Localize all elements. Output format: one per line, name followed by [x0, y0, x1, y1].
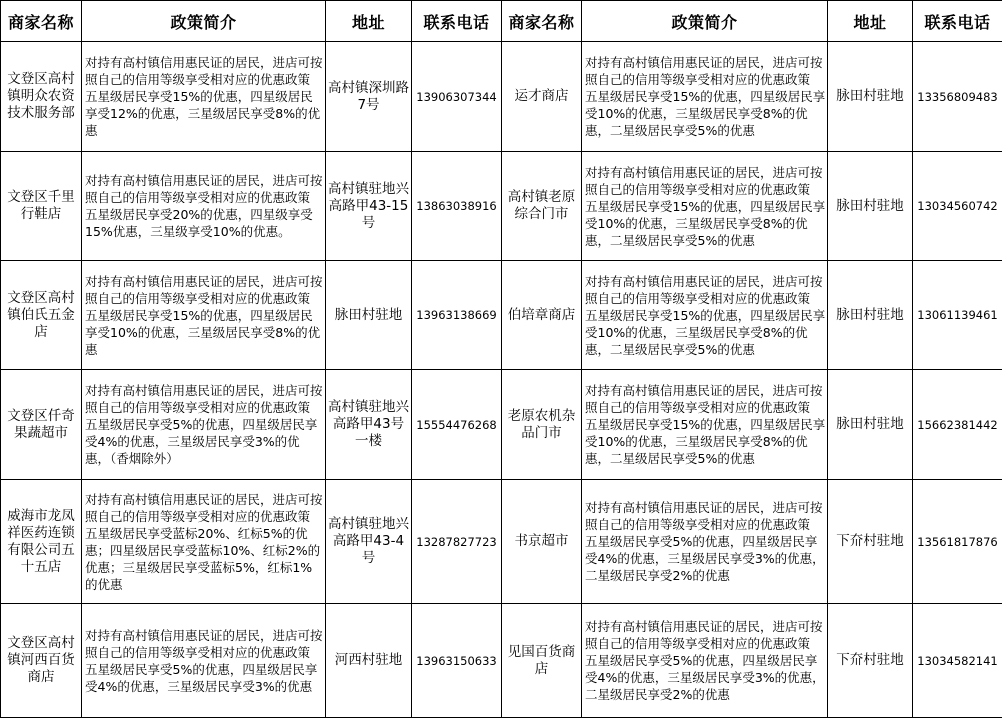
policy-detail-text: 五星级居民享受15%的优惠，四星级居民享受10%的优惠，三星级居民享受8%的优惠 — [85, 307, 321, 357]
phone-cell: 13561817876 — [913, 480, 1002, 604]
policy-cell — [82, 261, 326, 370]
merchant-name-cell: 高村镇老原综合门市 — [502, 152, 582, 261]
header-merchant-name: 商家名称 — [1, 1, 82, 42]
header-policy-intro-2: 政策简介 — [582, 1, 828, 42]
address-cell: 脉田村驻地 — [828, 152, 913, 261]
policy-detail-text: 五星级居民享受15%的优惠，四星级居民享受12%的优惠，三星级居民享受8%的优惠 — [85, 89, 321, 138]
phone-cell: 13287827723 — [412, 480, 502, 604]
address-cell: 河西村驻地 — [326, 604, 412, 718]
policy-cell — [582, 370, 828, 480]
policy-cell — [82, 370, 326, 480]
policy-cell — [82, 480, 326, 604]
header-address: 地址 — [326, 1, 412, 42]
address-cell: 高村镇深圳路7号 — [326, 42, 412, 152]
merchant-name-cell: 文登区千里行鞋店 — [1, 152, 82, 261]
policy-intro-text: 对持有高村镇信用惠民证的居民，进店可按照自己的信用等级享受相对应的优惠政策 — [585, 383, 823, 415]
policy-cell — [582, 261, 828, 370]
phone-cell: 13963138669 — [412, 261, 502, 370]
table-row — [1, 604, 1002, 718]
policy-intro-text: 对持有高村镇信用惠民证的居民，进店可按照自己的信用等级享受相对应的优惠政策 — [585, 619, 823, 651]
table-row — [1, 370, 1002, 480]
policy-intro-text: 对持有高村镇信用惠民证的居民，进店可按照自己的信用等级享受相对应的优惠政策 — [85, 273, 323, 306]
phone-cell: 15662381442 — [913, 370, 1002, 480]
merchant-name-cell: 文登区仟奇果蔬超市 — [1, 370, 82, 480]
policy-detail-text: 五星级居民享受5%的优惠，四星级居民享受4%的优惠，三星级居民享受3%的优惠，二星级居民享受2%的优惠 — [585, 653, 825, 702]
policy-intro-text: 对持有高村镇信用惠民证的居民，进店可按照自己的信用等级享受相对应的优惠政策 — [85, 173, 323, 205]
address-cell: 下夼村驻地 — [828, 604, 913, 718]
address-cell: 脉田村驻地 — [828, 261, 913, 370]
policy-detail-text: 五星级居民享受15%的优惠，四星级居民享受10%的优惠，三星级居民享受8%的优惠，二星级居民享受5%的优惠 — [585, 417, 826, 466]
policy-intro-text: 对持有高村镇信用惠民证的居民，进店可按照自己的信用等级享受相对应的优惠政策 — [585, 55, 823, 87]
address-cell: 高村镇驻地兴高路甲43-4号 — [326, 480, 412, 604]
merchant-name-cell: 运才商店 — [502, 42, 582, 152]
merchant-name-cell: 文登区高村镇伯氏五金店 — [1, 261, 82, 370]
header-address-2: 地址 — [828, 1, 913, 42]
policy-intro-text: 对持有高村镇信用惠民证的居民，进店可按照自己的信用等级享受相对应的优惠政策 — [585, 500, 823, 532]
policy-cell — [582, 604, 828, 718]
header-policy-intro: 政策简介 — [82, 1, 326, 42]
header-row — [1, 1, 1002, 42]
policy-detail-text: 五星级居民享受5%的优惠，四星级居民享受4%的优惠，三星级居民享受3%的优惠 — [85, 661, 318, 694]
phone-cell: 13906307344 — [412, 42, 502, 152]
header-phone: 联系电话 — [412, 1, 502, 42]
policy-cell — [582, 42, 828, 152]
policy-detail-text: 五星级居民享受15%的优惠，四星级居民享受10%的优惠，三星级居民享受8%的优惠，二星级居民享受5%的优惠 — [585, 307, 826, 357]
policy-detail-text: 五星级居民享受15%的优惠，四星级居民享受10%的优惠，三星级居民享受8%的优惠，二星级居民享受5%的优惠 — [585, 89, 826, 138]
policy-cell — [82, 42, 326, 152]
phone-cell: 13061139461 — [913, 261, 1002, 370]
policy-cell — [582, 480, 828, 604]
address-cell: 脉田村驻地 — [828, 370, 913, 480]
address-cell: 脉田村驻地 — [326, 261, 412, 370]
merchant-name-cell: 威海市龙凤祥医药连锁有限公司五十五店 — [1, 480, 82, 604]
header-phone-2: 联系电话 — [913, 1, 1002, 42]
policy-intro-text: 对持有高村镇信用惠民证的居民，进店可按照自己的信用等级享受相对应的优惠政策 — [85, 627, 323, 660]
policy-detail-text: 五星级居民享受15%的优惠，四星级居民享受10%的优惠，三星级居民享受8%的优惠，二星级居民享受5%的优惠 — [585, 198, 826, 248]
policy-intro-text: 对持有高村镇信用惠民证的居民，进店可按照自己的信用等级享受相对应的优惠政策 — [85, 383, 323, 415]
phone-cell: 15554476268 — [412, 370, 502, 480]
policy-detail-text: 五星级居民享受蓝标20%、红标5%的优惠；四星级居民享受蓝标10%、红标2%的优惠；三星级居民享受蓝标5%，红标1%的优惠 — [85, 525, 321, 592]
address-cell: 高村镇驻地兴高路甲43号一楼 — [326, 370, 412, 480]
policy-cell — [82, 604, 326, 718]
address-cell: 脉田村驻地 — [828, 42, 913, 152]
policy-detail-text: 五星级居民享受20%的优惠，四星级享受15%优惠，三星级享受10%的优惠。 — [85, 207, 313, 239]
phone-cell: 13034582141 — [913, 604, 1002, 718]
address-cell: 下夼村驻地 — [828, 480, 913, 604]
merchant-name-cell: 书京超市 — [502, 480, 582, 604]
policy-cell — [82, 152, 326, 261]
address-cell: 高村镇驻地兴高路甲43-15号 — [326, 152, 412, 261]
phone-cell: 13034560742 — [913, 152, 1002, 261]
merchant-name-cell: 文登区高村镇河西百货商店 — [1, 604, 82, 718]
policy-intro-text: 对持有高村镇信用惠民证的居民，进店可按照自己的信用等级享受相对应的优惠政策 — [85, 491, 323, 524]
policy-intro-text: 对持有高村镇信用惠民证的居民，进店可按照自己的信用等级享受相对应的优惠政策 — [585, 273, 823, 306]
merchant-name-cell: 见国百货商店 — [502, 604, 582, 718]
merchant-name-cell: 老原农机杂品门市 — [502, 370, 582, 480]
policy-cell — [582, 152, 828, 261]
table-row — [1, 42, 1002, 152]
table-row — [1, 152, 1002, 261]
phone-cell: 13863038916 — [412, 152, 502, 261]
phone-cell: 13963150633 — [412, 604, 502, 718]
header-merchant-name-2: 商家名称 — [502, 1, 582, 42]
table-row — [1, 261, 1002, 370]
policy-intro-text: 对持有高村镇信用惠民证的居民，进店可按照自己的信用等级享受相对应的优惠政策 — [585, 164, 823, 197]
phone-cell: 13356809483 — [913, 42, 1002, 152]
merchant-name-cell: 文登区高村镇明众农资技术服务部 — [1, 42, 82, 152]
policy-detail-text: 五星级居民享受5%的优惠，四星级居民享受4%的优惠，三星级居民享受3%的优惠，二星级居民享受2%的优惠 — [585, 534, 825, 583]
table-row — [1, 480, 1002, 604]
merchant-name-cell: 伯培章商店 — [502, 261, 582, 370]
policy-detail-text: 五星级居民享受5%的优惠，四星级居民享受4%的优惠，三星级居民享受3%的优惠，（香烟除外） — [85, 417, 318, 466]
policy-intro-text: 对持有高村镇信用惠民证的居民，进店可按照自己的信用等级享受相对应的优惠政策 — [85, 55, 323, 87]
